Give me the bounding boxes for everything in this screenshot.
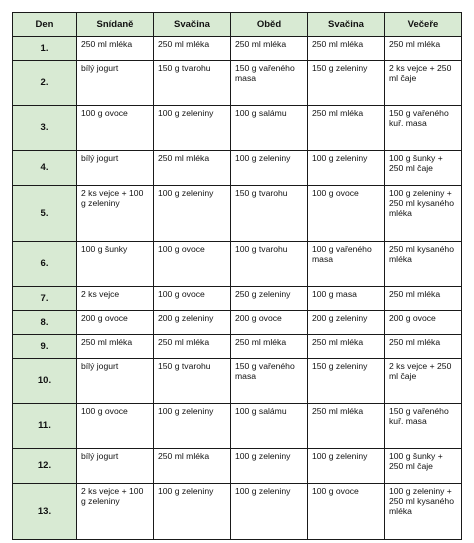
- day-cell: 9.: [13, 335, 77, 359]
- day-cell: 7.: [13, 287, 77, 311]
- day-cell: 6.: [13, 242, 77, 287]
- table-cell: 100 g ovoce: [308, 484, 385, 540]
- table-cell: 150 g tvarohu: [154, 61, 231, 106]
- table-row: [13, 242, 462, 287]
- table-row: [13, 151, 462, 186]
- table-cell: 250 ml mléka: [154, 37, 231, 61]
- table-cell: 100 g zeleniny: [308, 449, 385, 484]
- table-cell: 250 ml mléka: [77, 37, 154, 61]
- table-cell: 100 g masa: [308, 287, 385, 311]
- table-cell: 2 ks vejce: [77, 287, 154, 311]
- header-snidane: Snídaně: [77, 13, 154, 37]
- table-row: [13, 311, 462, 335]
- table-cell: 100 g zeleniny: [308, 151, 385, 186]
- table-cell: 100 g zeleniny: [154, 186, 231, 242]
- table-cell: 2 ks vejce + 100 g zeleniny: [77, 186, 154, 242]
- table-cell: 250 ml mléka: [231, 335, 308, 359]
- header-svacina-2: Svačina: [308, 13, 385, 37]
- table-cell: 100 g zeleniny: [154, 106, 231, 151]
- table-cell: 100 g salámu: [231, 404, 308, 449]
- table-cell: 2 ks vejce + 100 g zeleniny: [77, 484, 154, 540]
- table-cell: bílý jogurt: [77, 359, 154, 404]
- table-cell: 100 g zeleniny: [154, 404, 231, 449]
- table-cell: 250 ml mléka: [154, 151, 231, 186]
- table-cell: 150 g zeleniny: [308, 61, 385, 106]
- table-cell: 100 g ovoce: [77, 106, 154, 151]
- table-cell: 200 g ovoce: [385, 311, 462, 335]
- table-cell: bílý jogurt: [77, 61, 154, 106]
- table-cell: 250 ml mléka: [385, 287, 462, 311]
- table-cell: 250 ml mléka: [77, 335, 154, 359]
- day-cell: 12.: [13, 449, 77, 484]
- table-cell: 250 ml mléka: [231, 37, 308, 61]
- header-obed: Oběd: [231, 13, 308, 37]
- table-cell: 100 g zeleniny: [231, 484, 308, 540]
- table-cell: 200 g ovoce: [77, 311, 154, 335]
- day-cell: 5.: [13, 186, 77, 242]
- table-cell: 100 g ovoce: [77, 404, 154, 449]
- table-cell: 100 g zeleniny: [231, 449, 308, 484]
- table-container: [12, 12, 462, 540]
- table-cell: 100 g šunky + 250 ml čaje: [385, 449, 462, 484]
- table-cell: 200 g zeleniny: [154, 311, 231, 335]
- table-cell: 100 g ovoce: [308, 186, 385, 242]
- table-cell: 250 ml mléka: [385, 37, 462, 61]
- header-row: [13, 13, 462, 37]
- table-cell: 2 ks vejce + 250 ml čaje: [385, 61, 462, 106]
- table-row: [13, 335, 462, 359]
- table-cell: 250 g zeleniny: [231, 287, 308, 311]
- table-cell: 100 g vařeného masa: [308, 242, 385, 287]
- header-vecere: Večeře: [385, 13, 462, 37]
- table-cell: 150 g tvarohu: [231, 186, 308, 242]
- table-row: [13, 359, 462, 404]
- day-cell: 11.: [13, 404, 77, 449]
- table-row: [13, 106, 462, 151]
- table-cell: 150 g vařeného masa: [231, 61, 308, 106]
- table-cell: 100 g zeleniny: [154, 484, 231, 540]
- table-row: [13, 186, 462, 242]
- table-cell: 100 g ovoce: [154, 242, 231, 287]
- table-cell: 150 g vařeného masa: [231, 359, 308, 404]
- table-row: [13, 61, 462, 106]
- table-cell: 200 g zeleniny: [308, 311, 385, 335]
- meal-plan-table: [12, 12, 462, 540]
- table-cell: 150 g vařeného kuř. masa: [385, 404, 462, 449]
- table-cell: 100 g tvarohu: [231, 242, 308, 287]
- header-den: Den: [13, 13, 77, 37]
- table-cell: 250 ml mléka: [154, 335, 231, 359]
- table-cell: 250 ml mléka: [308, 106, 385, 151]
- day-cell: 3.: [13, 106, 77, 151]
- header-svacina-1: Svačina: [154, 13, 231, 37]
- table-row: [13, 484, 462, 540]
- table-cell: 150 g vařeného kuř. masa: [385, 106, 462, 151]
- table-cell: 100 g zeleniny + 250 ml kysaného mléka: [385, 484, 462, 540]
- table-cell: 100 g šunky + 250 ml čaje: [385, 151, 462, 186]
- table-cell: 250 ml mléka: [308, 404, 385, 449]
- table-row: [13, 287, 462, 311]
- day-cell: 2.: [13, 61, 77, 106]
- day-cell: 10.: [13, 359, 77, 404]
- table-row: [13, 449, 462, 484]
- table-cell: 100 g zeleniny + 250 ml kysaného mléka: [385, 186, 462, 242]
- table-cell: 2 ks vejce + 250 ml čaje: [385, 359, 462, 404]
- day-cell: 1.: [13, 37, 77, 61]
- table-cell: 100 g ovoce: [154, 287, 231, 311]
- table-cell: 250 ml mléka: [308, 37, 385, 61]
- table-cell: 100 g zeleniny: [231, 151, 308, 186]
- day-cell: 4.: [13, 151, 77, 186]
- table-cell: 100 g šunky: [77, 242, 154, 287]
- table-cell: bílý jogurt: [77, 449, 154, 484]
- table-cell: 250 ml mléka: [385, 335, 462, 359]
- table-row: [13, 404, 462, 449]
- table-cell: 250 ml kysaného mléka: [385, 242, 462, 287]
- day-cell: 8.: [13, 311, 77, 335]
- table-cell: 150 g tvarohu: [154, 359, 231, 404]
- table-cell: 150 g zeleniny: [308, 359, 385, 404]
- table-cell: bílý jogurt: [77, 151, 154, 186]
- table-cell: 100 g salámu: [231, 106, 308, 151]
- table-row: [13, 37, 462, 61]
- day-cell: 13.: [13, 484, 77, 540]
- table-cell: 250 ml mléka: [154, 449, 231, 484]
- table-cell: 200 g ovoce: [231, 311, 308, 335]
- table-cell: 250 ml mléka: [308, 335, 385, 359]
